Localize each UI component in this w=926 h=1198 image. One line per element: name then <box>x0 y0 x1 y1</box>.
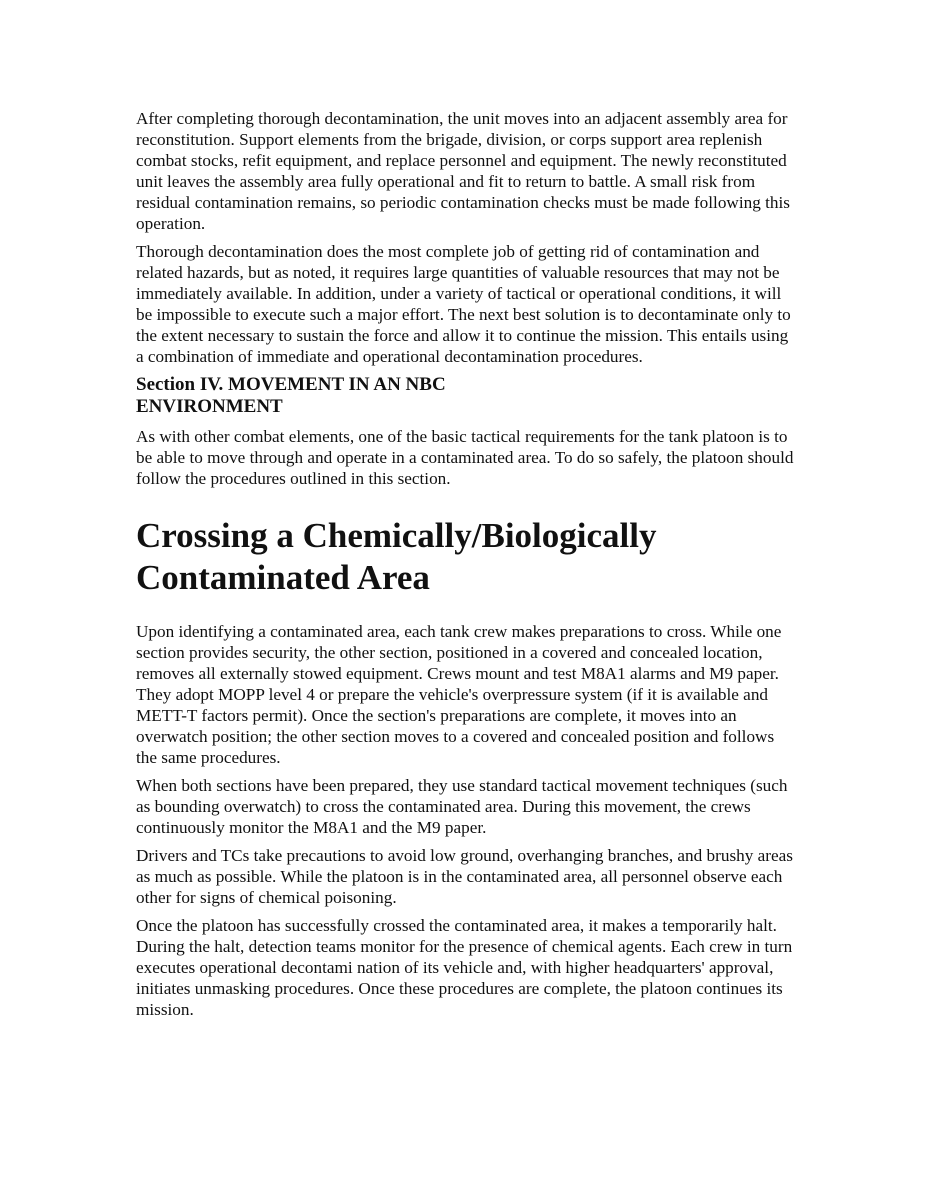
document-page <box>136 108 796 1027</box>
paragraph-halt: Once the platoon has successfully crossed the contaminated area, it makes a temporarily halt. During the halt, detection teams monitor for the presence of chemical agents. Each crew in turn executes operational decontami nation of its vehicle and, with higher headquarters' approval, initiates unmasking procedures. Once these procedures are complete, the platoon continues its mission. <box>136 916 793 1019</box>
paragraph-section-intro: As with other combat elements, one of the basic tactical requirements for the tank platoon is to be able to move through and operate in a contaminated area. To do so safely, the platoon should follow the procedures outlined in this section. <box>136 427 794 488</box>
main-heading: Crossing a Chemically/Biologically Contaminated Area <box>136 516 657 597</box>
paragraph-thorough-decontamination: Thorough decontamination does the most complete job of getting rid of contamination and related hazards, but as noted, it requires large quantities of valuable resources that may not be immediately available. In addition, under a variety of tactical or operational conditions, it will be impossible to execute such a major effort. The next best solution is to decontaminate only to the extent necessary to sustain the force and allow it to continue the mission. This entails using a combination of immediate and operational decontamination procedures. <box>136 242 791 366</box>
paragraph-reconstitution: After completing thorough decontamination, the unit moves into an adjacent assembly area for reconstitution. Support elements from the brigade, division, or corps support area replenish combat stocks, refit equipment, and replace personnel and equipment. The newly reconstituted unit leaves the assembly area fully operational and fit to return to battle. A small risk from residual contamination remains, so periodic contamination checks must be made following this operation. <box>136 109 790 233</box>
paragraph-precautions: Drivers and TCs take precautions to avoid low ground, overhanging branches, and brushy areas as much as possible. While the platoon is in the contaminated area, all personnel observe each other for signs of chemical poisoning. <box>136 846 793 907</box>
paragraph-preparations: Upon identifying a contaminated area, each tank crew makes preparations to cross. While one section provides security, the other section, positioned in a covered and concealed location, removes all externally stowed equipment. Crews mount and test M8A1 alarms and M9 paper. They adopt MOPP level 4 or prepare the vehicle's overpressure system (if it is available and METT-T factors permit). Once the section's preparations are complete, it moves into an overwatch position; the other section moves to a covered and concealed position and follows the same procedures. <box>136 622 782 767</box>
paragraph-movement: When both sections have been prepared, they use standard tactical movement techniques (such as bounding overwatch) to cross the contaminated area. During this movement, the crews continuously monitor the M8A1 and the M9 paper. <box>136 776 788 837</box>
section-heading: Section IV. MOVEMENT IN AN NBC ENVIRONMENT <box>136 374 446 417</box>
